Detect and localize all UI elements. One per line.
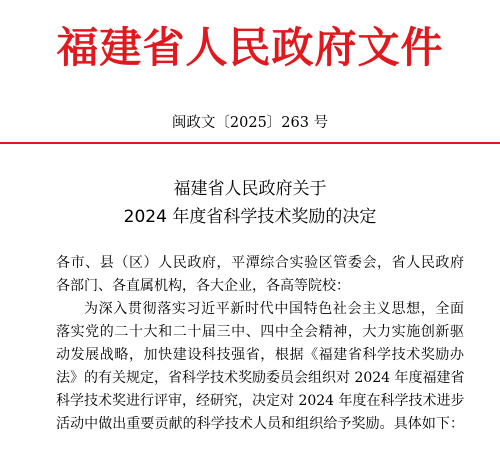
document-body: [56, 252, 464, 436]
body-line-2: 落实党的二十大和二十届三中、四中全会精神，大力实施创新驱: [56, 324, 464, 340]
decision-title-line-1: 福建省人民政府关于: [173, 179, 327, 199]
body-line-4: 法》的有关规定，省科学技术奖励委员会组织对 2024 年度福建省: [56, 370, 465, 386]
red-divider: [0, 142, 500, 144]
body-line-6: 活动中做出重要贡献的科学技术人员和组织给予奖励。具体如下：: [56, 416, 464, 432]
addressees-line-1: 各市、县（区）人民政府，平潭综合实验区管委会，省人民政府: [56, 255, 464, 271]
decision-title: [0, 175, 500, 231]
body-line-1: 为深入贯彻落实习近平新时代中国特色社会主义思想，全面: [84, 301, 464, 317]
body-line-5: 科学技术奖进行评审，经研究，决定对 2024 年度在科学技术进步: [56, 393, 465, 409]
addressees-line-2: 各部门、各直属机构，各大企业，各高等院校：: [56, 278, 350, 294]
body-line-3: 动发展战略，加快建设科技强省，根据《福建省科学技术奖励办: [56, 347, 464, 363]
masthead-title: 福建省人民政府文件: [56, 23, 444, 72]
document-number: 闽政文〔2025〕263 号: [171, 115, 329, 131]
decision-title-line-2: 2024 年度省科学技术奖励的决定: [123, 207, 377, 227]
